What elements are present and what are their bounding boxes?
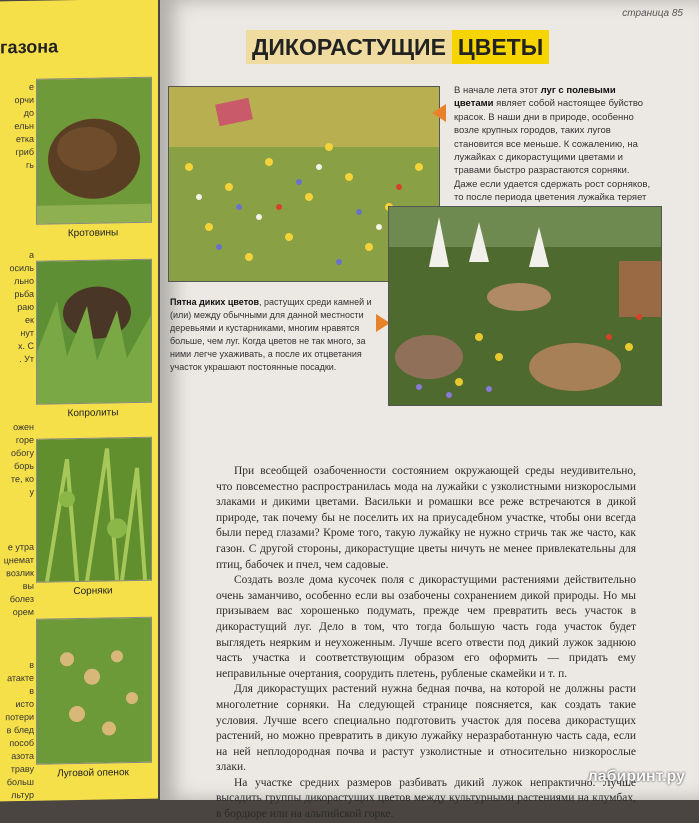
left-page: [0, 0, 158, 801]
wildflowers-among-stones-photo: [388, 206, 662, 406]
left-text-fragment: в атакте в исто потери в блед пособ азота траву больш льтур: [5, 659, 34, 801]
body-paragraph: При всеобщей озабоченности состоянием окружающей среды неудивительно, что повсеместно распространилась мода на лужайки с узколистными низкорослыми злаками и дикими цветами. Васильки и ромашки все реже встречаются в дикой природе, так почему бы не поселить их на приусадебном участке, чтобы они всегда были перед глазами? Кроме того, такую лужайку не нужно стричь так же часто, как газон. С другой стороны, дикорастущие цветы ничуть не менее привлекательны для птиц, бабочек и пчел, чем садовые.: [216, 465, 636, 571]
caption-fairy-ring: Луговой опенок: [57, 767, 129, 780]
left-text-fragment: ожен горе обогу борь те, ко у: [10, 421, 34, 497]
caption-worm-casts: Копролиты: [67, 407, 119, 420]
body-paragraph: Создать возле дома кусочек поля с дикорастущими растениями действительно очень заманчиво, особенно если вы озабочены сохранением дикой природы. Но мы призываем вас хорошенько подумать, прежде чем превратить весь участок в дикорастущий луг. Дело в том, что тогда большую часть года участок будет выглядеть неярким и неухоженным. Лучше всего отвести под дикий лужок заднюю часть участка и соответствующим образом его оформить — придать ему неправильные очертания, соорудить плетень, рубленые скамейки и т. п.: [216, 574, 636, 680]
left-text-fragment: е орчи до ельн етка гриб гь: [14, 81, 34, 170]
caption-molehills: Кротовины: [67, 227, 119, 240]
sidebar-text-mid: Пятна диких цветов, растущих среди камней и (или) между обычными для данной местности деревьями и кустарниками, многим нравятся больше, чем луг. Когда цветов не так много, за ними легче ухаживать, а после их отцветания участок украшают постоянные посадки.: [170, 297, 372, 372]
worm-casts-photo: [36, 259, 152, 405]
heading-part-2: ЦВЕТЫ: [452, 30, 549, 64]
body-paragraph: На участке средних размеров разбивать дикий лужок непрактично. Лучше высадить группы дикорастущих цветов между культурными растениями на клумбах, в бордюре или на альпийской горке.: [216, 776, 636, 821]
watermark: лабиринт.ру: [587, 768, 685, 785]
page-number: страница 85: [622, 8, 683, 19]
body-paragraph: Для дикорастущих растений нужна бедная почва, на которой не должны расти многолетние сорняки. На следующей странице поясняется, как создать такие условия. Лучше всего специально подготовить участок для посева дикорастущих растений, но можно превратить в дикую лужайку неразработанную часть сада, если на ней неплодородная почва и растут узколистные и относительно низкорослые злаки.: [216, 683, 636, 774]
fairy-ring-mushroom-photo: [36, 617, 152, 765]
right-page: [160, 0, 699, 821]
left-text-fragment: а осиль льно рьба раю ек нут х. С . Ут: [9, 249, 34, 365]
left-page-title-fragment: газона: [0, 36, 59, 58]
weeds-photo: [36, 437, 152, 583]
left-text-fragment: е утра цнемат возлик вы болез орем: [3, 541, 34, 618]
page-heading: [246, 30, 549, 64]
caption-weeds: Сорняки: [73, 585, 113, 598]
body-text: [216, 464, 636, 823]
sidebar-text-top: В начале лета этот луг с полевыми цветами являет собой настоящее буйство красок. В наши дни в природе, особенно возле крупных городов, таких лугов становится все меньше. К сожалению, на лужайках с дикорастущими цветами и травами быстро разрастаются сорняки. Даже если удается сдержать рост сорняков, то после периода цветения лужайка теряет: [454, 85, 651, 204]
heading-part-1: ДИКОРАСТУЩИЕ: [246, 30, 452, 64]
molehill-photo: [36, 77, 152, 225]
callout-arrow-top: [432, 104, 446, 122]
